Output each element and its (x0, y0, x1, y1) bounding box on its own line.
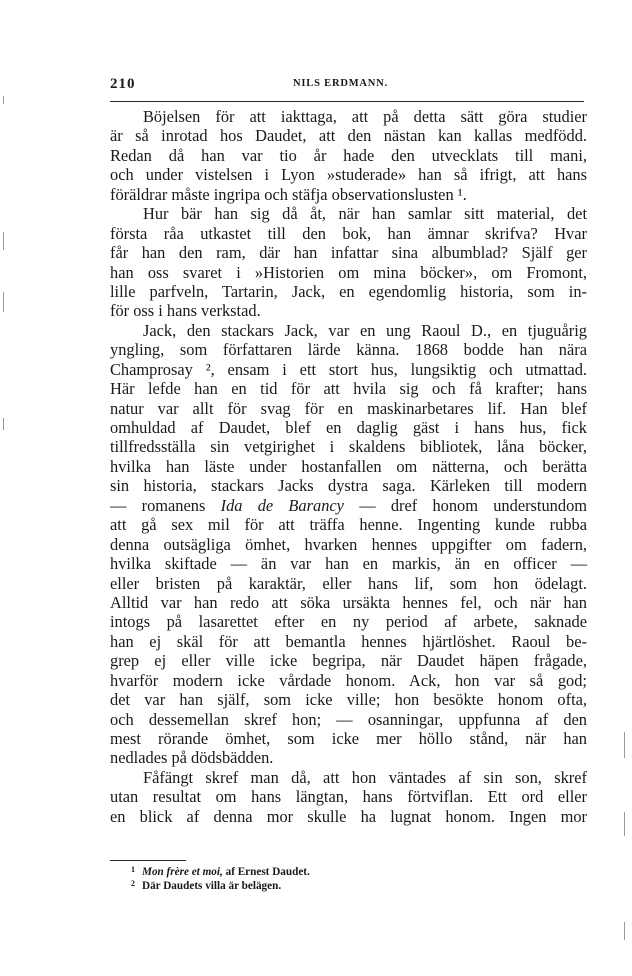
text-line: det var han själf, som icke ville; hon besökte honom ofta, (110, 690, 587, 710)
text-segment: — romanens (110, 495, 221, 515)
text-line: Här lefde han en tid för att hvila sig och få krafter; hans (110, 379, 587, 399)
text-line: en blick af denna mor skulle ha lugnat honom. Ingen mor (110, 806, 587, 826)
text-line: föräldrar måste ingripa och stäfja observationslusten ¹. (110, 184, 467, 204)
text-line: lille parfveln, Tartarin, Jack, en egendomlig historia, som in- (110, 281, 587, 301)
page-number: 210 (110, 76, 136, 92)
text-line: han ej skäl för att bemantla hennes hjärtlöshet. Raoul be- (110, 631, 587, 651)
text-line: utan resultat om hans längtan, hans förtviflan. Ett ord eller (110, 787, 587, 807)
footnote-rule (110, 860, 186, 861)
footnotes (131, 865, 562, 893)
text-line: att gå sex mil för att träffa henne. Ingenting kunde rubba (110, 515, 587, 535)
text-line: Böjelsen för att iakttaga, att på detta sätt göra studier (143, 107, 587, 126)
novel-title: Ida de Barancy (220, 495, 344, 515)
footnote-text: Där Daudets villa är belägen. (142, 880, 282, 892)
text-line: natur var allt för svag för en maskinarbetares lif. Han blef (110, 398, 587, 418)
text-line: första råa utkastet till den bok, han ämnar skrifva? Hvar (110, 223, 587, 243)
text-line: Alltid var han redo att söka ursäkta hennes fel, och när han (110, 592, 587, 612)
text-line: och dessemellan skref hon; — osanningar, uppfunna af den (110, 709, 587, 729)
text-line: yngling, som författaren lärde känna. 1868 bodde han nära (110, 340, 587, 360)
text-line: sin historia, stackars Jacks dystra saga. Kärleken till modern (110, 476, 587, 496)
text-line: nedlades på dödsbädden. (110, 748, 274, 768)
text-line: tillfredsställa sin vetgirighet i skaldens bibliotek, låna böcker, (110, 437, 587, 457)
text-line: intogs på lasarettet efter en ny period af arbete, saknade (110, 612, 587, 632)
text-line: han oss svaret i »Historien om mina böcker», om Fromont, (110, 262, 587, 282)
text-line: för oss i hans verkstad. (110, 301, 261, 321)
text-line-with-title (110, 496, 587, 515)
text-line: Redan då han var tio år hade den utvecklats till mani, (110, 145, 587, 165)
text-line: eller bristen på karaktär, eller hans lif, som hon ödelagt. (110, 573, 587, 593)
text-line: hvilka han läste under hostanfallen om nätterna, och berätta (110, 456, 587, 476)
text-line: Hur bär han sig då åt, när han samlar sitt material, det (143, 204, 587, 224)
text-line: Fåfängt skref man då, att hon väntades af sin son, skref (143, 767, 587, 787)
footnote-marker: 2 (131, 879, 135, 888)
footnote-marker: 1 (131, 865, 135, 874)
edge-mark (3, 292, 4, 312)
footnote-text: af Ernest Daudet. (222, 866, 310, 878)
edge-mark (624, 922, 625, 940)
edge-mark (624, 812, 625, 836)
text-line: mest rörande ömhet, som icke mer höllo stånd, när han (110, 729, 587, 748)
text-line: får han den ram, där han infattar sina albumblad? Själf ger (110, 243, 587, 263)
text-line: hvarför modern icke vårdade honom. Ack, hon var så god; (110, 670, 587, 690)
page-header (110, 76, 587, 96)
footnote-2 (131, 879, 562, 893)
header-rule (110, 101, 584, 102)
body-text (110, 107, 587, 826)
text-line: omhuldad af Daudet, blef en daglig gäst i hans hus, fick (110, 418, 587, 437)
edge-mark (3, 418, 4, 430)
running-head: NILS ERDMANN. (293, 78, 388, 89)
footnote-book-title: Mon frère et moi, (142, 866, 223, 878)
edge-mark (3, 96, 4, 104)
text-line: Jack, den stackars Jack, var en ung Raoul D., en tjuguårig (143, 320, 587, 340)
text-line: är så inrotad hos Daudet, att den nästan kan kallas medfödd. (110, 126, 587, 146)
text-line: denna outsägliga ömhet, hvarken hennes uppgifter om fadern, (110, 534, 587, 554)
text-line: grep ej eller ville icke begripa, när Daudet häpen frågade, (110, 651, 587, 671)
edge-mark (3, 232, 4, 250)
text-segment: — dref honom understundom (343, 495, 588, 515)
text-line: Champrosay ², ensam i ett stort hus, lungsiktig och utmattad. (110, 359, 587, 379)
edge-mark (624, 732, 625, 758)
text-line: och under vistelsen i Lyon »studerade» han så ifrigt, att hans (110, 165, 587, 185)
footnote-1 (131, 865, 562, 879)
text-line: hvilka skiftade — än var han en markis, än en officer — (110, 554, 587, 574)
